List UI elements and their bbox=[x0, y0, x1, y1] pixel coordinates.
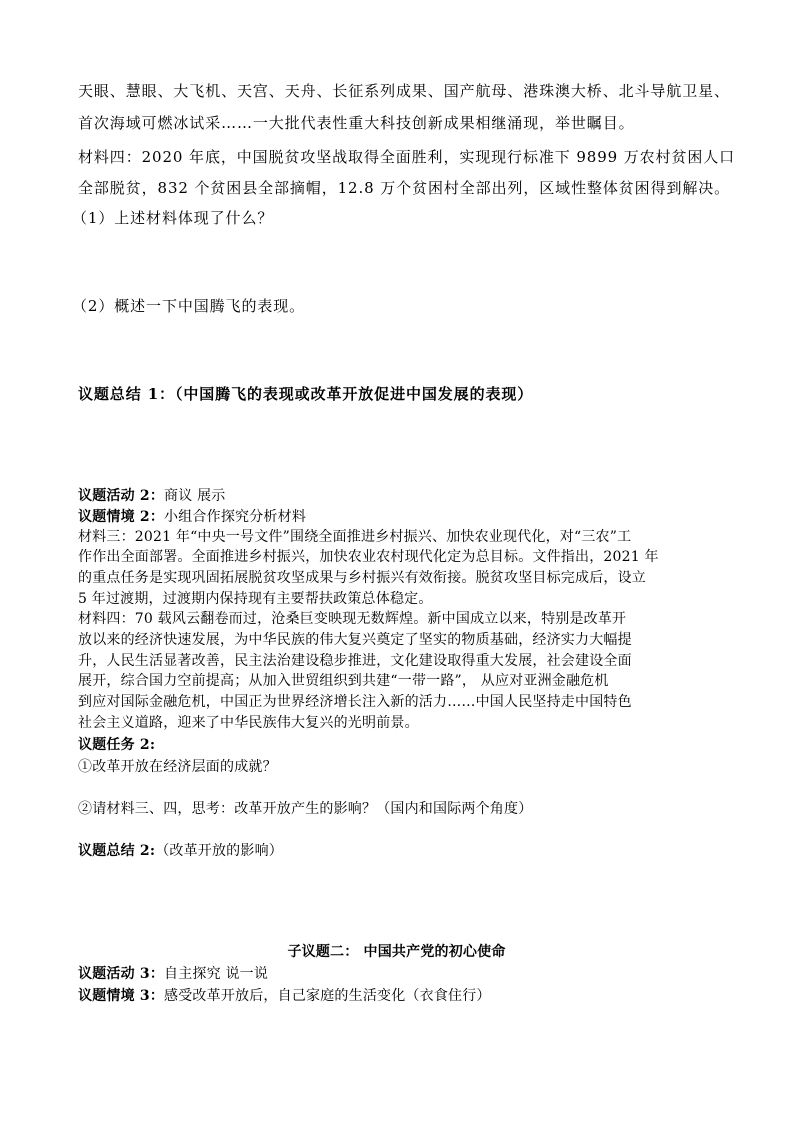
material-four-b-line: 展开，综合国力空前提高；从加入世贸组织到共建“一带一路”， 从应对亚洲金融危机 bbox=[78, 673, 609, 689]
material-four-line: 材料四：2020 年底，中国脱贫攻坚战取得全面胜利，实现现行标准下 9899 万农村贫困人口 bbox=[78, 148, 736, 166]
material-four-line: 全部脱贫，832 个贫困县全部摘帽，12.8 万个贫困村全部出列，区域性整体贫困得到解决。 bbox=[78, 179, 731, 197]
situation-two bbox=[78, 508, 306, 526]
material-four-b-line: 升，人民生活显著改善，民主法治建设稳步推进，文化建设取得重大发展，社会建设全面 bbox=[78, 653, 632, 669]
paragraph-line: 首次海域可燃冰试采……一大批代表性重大科技创新成果相继涌现，举世瞩目。 bbox=[78, 114, 635, 132]
summary-two bbox=[78, 842, 283, 860]
activity-three-text: 自主探究 说一说 bbox=[164, 966, 269, 982]
summary-one-label: 议题总结 1： bbox=[78, 385, 175, 403]
material-three-line: 材料三：2021 年“中央一号文件”围绕全面推进乡村振兴、加快农业现代化，对“三农”工 bbox=[78, 529, 632, 545]
situation-three-label: 议题情境 3： bbox=[78, 988, 165, 1004]
material-three-line: 作作出全面部署。全面推进乡村振兴，加快农业农村现代化定为总目标。文件指出，2021 年 bbox=[78, 549, 659, 565]
material-four-b-line: 社会主义道路，迎来了中华民族伟大复兴的光明前景。 bbox=[78, 715, 419, 731]
activity-two bbox=[78, 487, 225, 505]
situation-two-label: 议题情境 2： bbox=[78, 509, 165, 525]
situation-three bbox=[78, 987, 491, 1005]
situation-two-text: 小组合作探究分析材料 bbox=[164, 509, 307, 525]
material-three-line: 的重点任务是实现巩固拓展脱贫攻坚成果与乡村振兴有效衔接。脱贫攻坚目标完成后，设立 bbox=[78, 570, 646, 586]
subtopic-two-title: 子议题二： 中国共产党的初心使命 bbox=[287, 944, 506, 960]
task-two-label: 议题任务 2: bbox=[78, 737, 156, 753]
activity-two-text: 商议 展示 bbox=[164, 488, 226, 504]
activity-two-label: 议题活动 2： bbox=[78, 488, 165, 504]
material-four-b-line: 放以来的经济快速发展，为中华民族的伟大复兴奠定了坚实的物质基础，经济实力大幅提 bbox=[78, 632, 632, 648]
question-two: （2）概述一下中国腾飞的表现。 bbox=[72, 297, 306, 315]
summary-two-label: 议题总结 2: bbox=[78, 843, 156, 859]
question-one: （1）上述材料体现了什么？ bbox=[72, 209, 274, 227]
material-four-b-line: 到应对国际金融危机，中国正为世界经济增长注入新的活力……中国人民坚持走中国特色 bbox=[78, 694, 632, 710]
summary-one bbox=[78, 385, 533, 403]
activity-three-label: 议题活动 3： bbox=[78, 966, 165, 982]
paragraph-line: 天眼、慧眼、大飞机、天宫、天舟、长征系列成果、国产航母、港珠澳大桥、北斗导航卫星、 bbox=[78, 82, 730, 100]
activity-three bbox=[78, 965, 268, 983]
material-three-line: 5 年过渡期，过渡期内保持现有主要帮扶政策总体稳定。 bbox=[78, 591, 433, 607]
summary-one-text: （中国腾飞的表现或改革开放促进中国发展的表现） bbox=[174, 385, 534, 403]
summary-two-text: （改革开放的影响） bbox=[155, 843, 283, 859]
material-four-b-line: 材料四：70 载风云翻卷而过，沧桑巨变映现无数辉煌。新中国成立以来，特别是改革开 bbox=[78, 611, 627, 627]
task-two-question-one: ①改革开放在经济层面的成就？ bbox=[78, 759, 277, 775]
task-two-question-two: ②请材料三、四，思考：改革开放产生的影响？（国内和国际两个角度） bbox=[78, 801, 533, 817]
situation-three-text: 感受改革开放后，自己家庭的生活变化（衣食住行） bbox=[164, 988, 491, 1004]
